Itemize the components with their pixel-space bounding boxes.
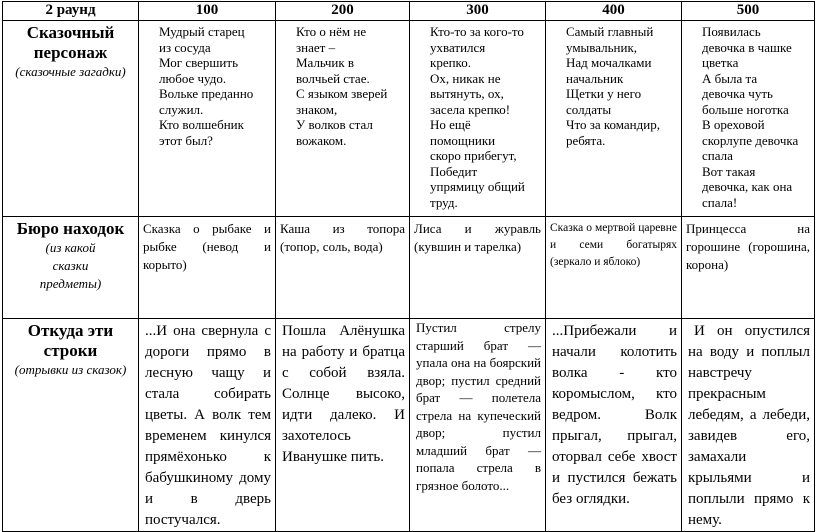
quote-cell-200[interactable]: Пошла Алёнушка на работу и братца с собой взяла. Солнце высоко, идти далеко. И захотелось Иванушке пить. bbox=[276, 319, 410, 532]
category-title: персонаж bbox=[33, 43, 108, 62]
points-header-400: 400 bbox=[546, 2, 682, 21]
category-cell bbox=[3, 21, 139, 217]
header-row bbox=[3, 2, 815, 21]
row-lost-and-found bbox=[3, 217, 815, 319]
riddle-line: начальник bbox=[566, 70, 624, 86]
riddle-line: девочка, как она bbox=[702, 179, 793, 194]
riddle-line: Вольке преданно bbox=[159, 86, 254, 101]
riddle-line: Кто о нём не bbox=[296, 24, 367, 39]
answer-cell-400[interactable]: Сказка о мертвой царевне и семи богатырях (зеркало и яблоко) bbox=[546, 217, 682, 319]
quote-cell-100[interactable]: ...И она свернула с дороги прямо в лесную чащу и стала собирать цветы. А волк тем временем кинулся прямёхонько к бабушкиному дому и в дверь постучался. bbox=[139, 319, 276, 532]
riddle-line: труд. bbox=[430, 194, 458, 210]
points-header-100: 100 bbox=[139, 2, 276, 21]
riddle-line: девочка чуть bbox=[702, 86, 773, 101]
riddle-line: знает – bbox=[296, 39, 336, 55]
riddle-line: У волков стал bbox=[296, 117, 373, 132]
riddle-line: Что за командир, bbox=[566, 117, 660, 132]
category-cell bbox=[3, 217, 139, 319]
riddle-line: девочка в чашке bbox=[702, 39, 792, 55]
points-header-500: 500 bbox=[682, 2, 815, 21]
answer-cell-200[interactable]: Каша из топора (топор, соль, вода) bbox=[276, 217, 410, 319]
row-quote-source bbox=[3, 319, 815, 532]
riddle-line: Щетки у него bbox=[566, 86, 642, 101]
riddle-line: помощники bbox=[430, 132, 496, 148]
riddle-line: Победит bbox=[430, 163, 478, 179]
riddle-line: из сосуда bbox=[159, 39, 211, 55]
riddle-line: Но ещё bbox=[430, 117, 471, 132]
riddle-line: Самый главный bbox=[566, 24, 654, 39]
category-subtitle: предметы) bbox=[39, 276, 102, 291]
category-subtitle: сказки bbox=[52, 258, 89, 273]
riddle-line: умывальник, bbox=[566, 39, 638, 55]
riddle-cell-100[interactable] bbox=[139, 21, 276, 217]
points-header-200: 200 bbox=[276, 2, 410, 21]
riddle-line: скоро прибегут, bbox=[430, 148, 517, 163]
riddle-line: упрямицу общий bbox=[430, 179, 525, 194]
riddle-line: любое чудо. bbox=[159, 70, 227, 86]
riddle-cell-200[interactable] bbox=[276, 21, 410, 217]
riddle-cell-400[interactable] bbox=[546, 21, 682, 217]
riddle-line: Кто-то за кого-то bbox=[430, 24, 524, 39]
category-cell bbox=[3, 319, 139, 532]
category-subtitle: (сказочные загадки) bbox=[15, 64, 126, 79]
riddle-line: С языком зверей bbox=[296, 86, 388, 101]
riddle-line: волчьей стае. bbox=[296, 70, 370, 86]
quote-cell-300[interactable]: Пустил стрелу старший брат — упала она на боярский двор; пустил средний брат — полетела стрела на купеческий двор; пустил младший брат — попала стрела в грязное болото... bbox=[410, 319, 546, 532]
riddle-line: Вот такая bbox=[702, 163, 756, 179]
riddle-line: солдаты bbox=[566, 101, 612, 117]
riddle-line: Мудрый старец bbox=[159, 24, 245, 39]
riddle-line: вытянуть, ох, bbox=[430, 86, 504, 101]
riddle-line: Мальчик в bbox=[296, 55, 355, 70]
riddle-line: цветка bbox=[702, 55, 739, 70]
riddle-line: Появилась bbox=[702, 24, 761, 39]
quiz-table bbox=[2, 1, 815, 532]
riddle-line: спала! bbox=[702, 194, 738, 210]
riddle-line: служил. bbox=[159, 101, 204, 117]
category-title: Бюро находок bbox=[16, 219, 125, 238]
riddle-cell-300[interactable] bbox=[410, 21, 546, 217]
quote-cell-500[interactable]: И он опустился на воду и поплыл навстречу прекрасным лебедям, а лебеди, завидев его, замахали крыльями и поплыли прямо к нему. bbox=[682, 319, 815, 532]
category-subtitle: (из какой bbox=[45, 240, 96, 255]
riddle-line: спала bbox=[702, 148, 733, 163]
category-title: строки bbox=[43, 341, 98, 360]
riddle-line: скорлупе девочка bbox=[702, 132, 799, 148]
quote-cell-400[interactable]: ...Прибежали и начали колотить волка - кто коромыслом, кто ведром. Волк прыгал, прыгал, оторвал себе хвост и пустился бежать без оглядки. bbox=[546, 319, 682, 532]
riddle-line: Ох, никак не bbox=[430, 70, 501, 86]
answer-cell-500[interactable]: Принцесса на горошине (горошина, корона) bbox=[682, 217, 815, 319]
riddle-line: Мог свершить bbox=[159, 55, 238, 70]
round-header: 2 раунд bbox=[3, 2, 139, 21]
riddle-line: этот был? bbox=[159, 132, 213, 148]
riddle-line: ребята. bbox=[566, 132, 606, 148]
riddle-line: больше ноготка bbox=[702, 101, 789, 117]
category-title: Откуда эти bbox=[27, 321, 114, 340]
riddle-line: вожаком. bbox=[296, 132, 347, 148]
riddle-line: знаком, bbox=[296, 101, 338, 117]
riddle-line: Над мочалками bbox=[566, 55, 652, 70]
riddle-line: Кто волшебник bbox=[159, 117, 244, 132]
row-fairy-character bbox=[3, 21, 815, 217]
riddle-line: В ореховой bbox=[702, 117, 765, 132]
riddle-line: А была та bbox=[702, 70, 758, 86]
answer-cell-300[interactable]: Лиса и журавль (кувшин и тарелка) bbox=[410, 217, 546, 319]
riddle-cell-500[interactable] bbox=[682, 21, 815, 217]
category-title: Сказочный bbox=[26, 23, 115, 42]
points-header-300: 300 bbox=[410, 2, 546, 21]
riddle-line: засела крепко! bbox=[430, 101, 511, 117]
category-subtitle: (отрывки из сказок) bbox=[14, 362, 127, 377]
answer-cell-100[interactable]: Сказка о рыбаке и рыбке (невод и корыто) bbox=[139, 217, 276, 319]
riddle-line: крепко. bbox=[430, 55, 471, 70]
riddle-line: ухватился bbox=[430, 39, 486, 55]
